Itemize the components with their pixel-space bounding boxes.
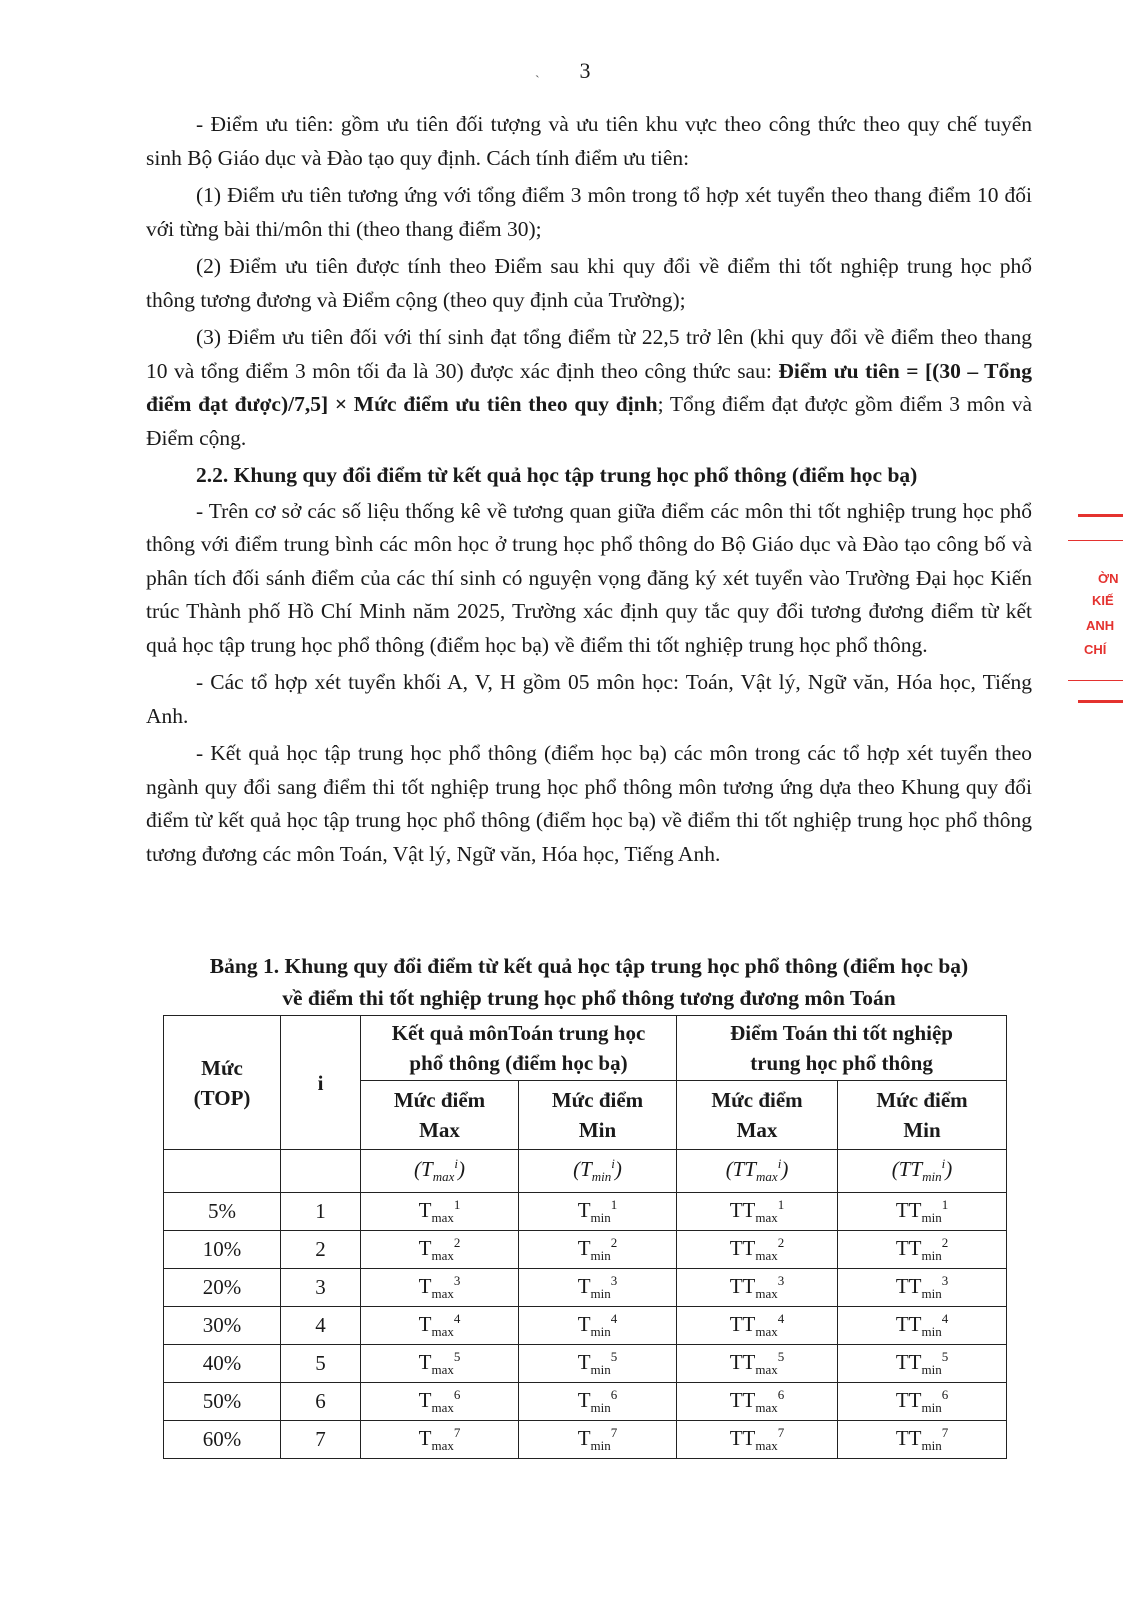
symbol-empty-level: [164, 1150, 281, 1193]
paragraph-priority-3: [146, 321, 1032, 455]
stamp-arc-line-2: [1068, 680, 1123, 681]
row-t-max: $T_{max}^5$: [361, 1345, 519, 1383]
table-row: [164, 1193, 1007, 1231]
header-exam-min: Mức điểm Min: [838, 1081, 1007, 1150]
paragraph-priority-3-text-b: ; Tổng điểm đạt được gồm điểm 3 môn và Điểm cộng.: [146, 392, 1032, 450]
table-caption: [146, 950, 1032, 1014]
row-t-max: $T_{max}^1$: [361, 1193, 519, 1231]
header-hocba-min: Mức điểm Min: [519, 1081, 677, 1150]
table-row: [164, 1383, 1007, 1421]
row-tt-max: $TT_{max}^6$: [677, 1383, 838, 1421]
row-i: 2: [281, 1231, 361, 1269]
stamp-text-3: ANH: [1086, 618, 1115, 633]
row-t-min: $T_{min}^6$: [519, 1383, 677, 1421]
row-tt-max: $TT_{max}^1$: [677, 1193, 838, 1231]
row-tt-min: $TT_{min}^3$: [838, 1269, 1007, 1307]
page-number: 3: [579, 58, 591, 83]
row-level: 50%: [164, 1383, 281, 1421]
row-tt-min: $TT_{min}^1$: [838, 1193, 1007, 1231]
row-t-max: $T_{max}^4$: [361, 1307, 519, 1345]
row-tt-max: $TT_{max}^4$: [677, 1307, 838, 1345]
row-level: 30%: [164, 1307, 281, 1345]
symbol-t-max: $(T_{max}^i)$: [361, 1150, 519, 1193]
row-t-max: $T_{max}^7$: [361, 1421, 519, 1459]
paragraph-priority-2: (2) Điểm ưu tiên được tính theo Điểm sau khi quy đổi về điểm thi tốt nghiệp trung học phổ thông tương đương và Điểm cộng (theo quy định của Trường);: [146, 254, 1032, 312]
table-row: [164, 1345, 1007, 1383]
paragraph-priority-1: (1) Điểm ưu tiên tương ứng với tổng điểm 3 môn trong tổ hợp xét tuyển theo thang điểm 10 đối với từng bài thi/môn thi (theo thang điểm 30);: [146, 183, 1032, 241]
row-t-min: $T_{min}^3$: [519, 1269, 677, 1307]
header-i: i: [281, 1016, 361, 1150]
table-caption-line-2: về điểm thi tốt nghiệp trung học phổ thông tương đương môn Toán: [282, 986, 896, 1010]
paragraph-priority-3-text-a: (3) Điểm ưu tiên đối với thí sinh đạt tổng điểm từ 22,5 trở lên (khi quy đổi về điểm theo thang 10 và tổng điểm 3 môn tối đa là 30) được xác định theo công thức sau:: [146, 325, 1032, 383]
row-tt-min: $TT_{min}^7$: [838, 1421, 1007, 1459]
header-level: Mức (TOP): [164, 1016, 281, 1150]
row-i: 1: [281, 1193, 361, 1231]
table-row: [164, 1421, 1007, 1459]
symbol-tt-min: $(TT_{min}^i)$: [838, 1150, 1007, 1193]
row-t-max: $T_{max}^6$: [361, 1383, 519, 1421]
row-level: 10%: [164, 1231, 281, 1269]
paragraph-subjects: - Các tổ hợp xét tuyển khối A, V, H gồm 05 môn học: Toán, Vật lý, Ngữ văn, Hóa học, Tiếng Anh.: [146, 670, 1032, 728]
stamp-arc-line: [1068, 540, 1123, 544]
row-tt-max: $TT_{max}^7$: [677, 1421, 838, 1459]
section-heading-2-2: 2.2. Khung quy đổi điểm từ kết quả học tập trung học phổ thông (điểm học bạ): [196, 463, 918, 487]
row-tt-min: $TT_{min}^4$: [838, 1307, 1007, 1345]
row-t-max: $T_{max}^2$: [361, 1231, 519, 1269]
stamp-bar-bottom: [1078, 700, 1123, 703]
row-tt-max: $TT_{max}^2$: [677, 1231, 838, 1269]
stamp-text-1: ỜN: [1098, 571, 1119, 586]
row-level: 20%: [164, 1269, 281, 1307]
row-tt-min: $TT_{min}^5$: [838, 1345, 1007, 1383]
row-i: 6: [281, 1383, 361, 1421]
header-hocba-max: Mức điểm Max: [361, 1081, 519, 1150]
paragraph-conversion: - Kết quả học tập trung học phổ thông (điểm học bạ) các môn trong các tổ hợp xét tuyển theo ngành quy đổi sang điểm thi tốt nghiệp trung học phổ thông môn tương ứng dựa theo Khung quy đổi điểm từ kết quả học tập trung học phổ thông (điểm học bạ) về điểm thi tốt nghiệp trung học phổ thông tương đương các môn Toán, Vật lý, Ngữ văn, Hóa học, Tiếng Anh.: [146, 741, 1032, 866]
paragraph-priority-intro: - Điểm ưu tiên: gồm ưu tiên đối tượng và ưu tiên khu vực theo công thức theo quy chế tuyển sinh Bộ Giáo dục và Đào tạo quy định. Cách tính điểm ưu tiên:: [146, 112, 1032, 170]
row-tt-min: $TT_{min}^6$: [838, 1383, 1007, 1421]
stamp-bar-top: [1078, 514, 1123, 517]
symbol-t-min: $(T_{min}^i)$: [519, 1150, 677, 1193]
header-exam-max: Mức điểm Max: [677, 1081, 838, 1150]
table-body: [164, 1193, 1007, 1459]
header-hocba-group: Kết quả mônToán trung học phổ thông (điểm học bạ): [361, 1016, 677, 1081]
scan-mark: `: [535, 74, 540, 89]
row-tt-min: $TT_{min}^2$: [838, 1231, 1007, 1269]
row-i: 4: [281, 1307, 361, 1345]
row-i: 3: [281, 1269, 361, 1307]
table-row: [164, 1307, 1007, 1345]
header-exam-group: Điểm Toán thi tốt nghiệp trung học phổ thông: [677, 1016, 1007, 1081]
paragraph-statistics: - Trên cơ sở các số liệu thống kê về tương quan giữa điểm các môn thi tốt nghiệp trung học phổ thông với điểm trung bình các môn học ở trung học phổ thông do Bộ Giáo dục và Đào tạo công bố và phân tích đối sánh điểm của các thí sinh có nguyện vọng đăng ký xét tuyển vào Trường Đại học Kiến trúc Thành phố Hồ Chí Minh năm 2025, Trường xác định quy tắc quy đổi tương đương điểm từ kết quả học tập trung học phổ thông (điểm học bạ) về điểm thi tốt nghiệp trung học phổ thông.: [146, 498, 1032, 657]
symbol-tt-max: $(TT_{max}^i)$: [677, 1150, 838, 1193]
row-t-min: $T_{min}^7$: [519, 1421, 677, 1459]
row-t-min: $T_{min}^4$: [519, 1307, 677, 1345]
row-level: 40%: [164, 1345, 281, 1383]
table-header-row: [164, 1016, 1007, 1081]
table-symbol-row: [164, 1150, 1007, 1193]
red-stamp-fragment: [1068, 510, 1123, 710]
row-t-min: $T_{min}^5$: [519, 1345, 677, 1383]
table-caption-line-1: Bảng 1. Khung quy đổi điểm từ kết quả học tập trung học phổ thông (điểm học bạ): [209, 954, 969, 978]
conversion-table: [163, 1015, 1007, 1459]
row-t-min: $T_{min}^2$: [519, 1231, 677, 1269]
table-row: [164, 1269, 1007, 1307]
body-text: [146, 108, 1032, 875]
stamp-text-4: CHÍ: [1084, 642, 1107, 657]
row-i: 7: [281, 1421, 361, 1459]
row-t-max: $T_{max}^3$: [361, 1269, 519, 1307]
row-tt-max: $TT_{max}^3$: [677, 1269, 838, 1307]
row-tt-max: $TT_{max}^5$: [677, 1345, 838, 1383]
row-level: 5%: [164, 1193, 281, 1231]
priority-formula: Điểm ưu tiên = [(30 – Tổng điểm đạt được)/7,5] × Mức điểm ưu tiên theo quy định: [146, 358, 1032, 416]
table-row: [164, 1231, 1007, 1269]
row-level: 60%: [164, 1421, 281, 1459]
row-i: 5: [281, 1345, 361, 1383]
stamp-text-2: KIẾ: [1092, 593, 1114, 608]
row-t-min: $T_{min}^1$: [519, 1193, 677, 1231]
symbol-empty-i: [281, 1150, 361, 1193]
